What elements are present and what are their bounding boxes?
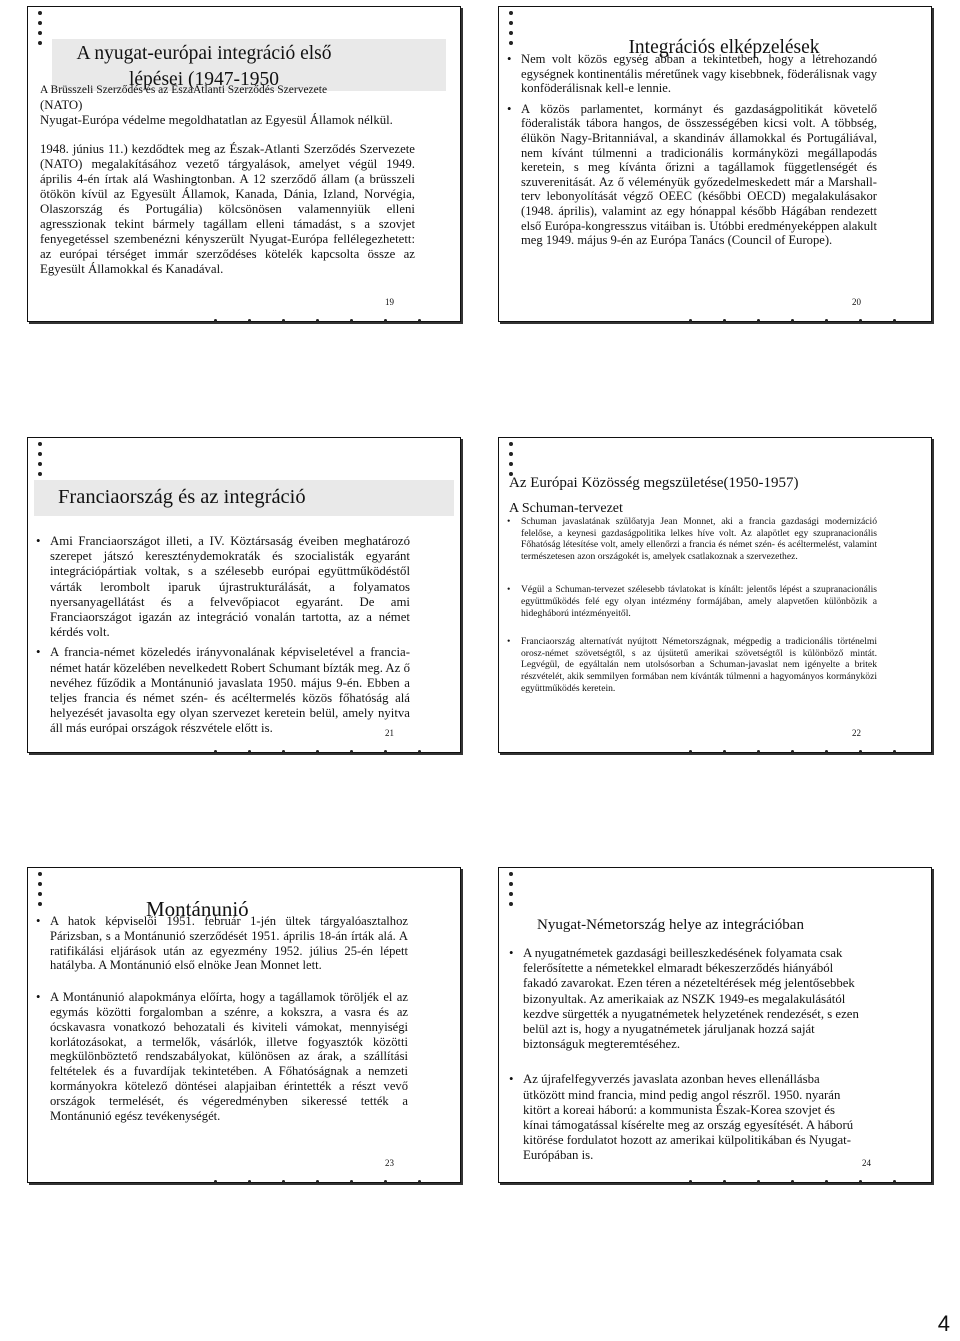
slide-19 xyxy=(27,6,461,322)
slide-title: Az Európai Közösség megszületése(1950-1957) xyxy=(509,475,799,491)
paragraph: Nyugat-Európa védelme megoldhatatlan az Egyesül Államok nélkül. xyxy=(40,113,393,127)
slide-dot-decoration xyxy=(214,1180,452,1183)
slide-dot-decoration xyxy=(689,319,927,322)
slide-title: Montánunió xyxy=(146,897,249,921)
slide-number: 23 xyxy=(385,1158,394,1168)
slide-dot-decoration xyxy=(509,872,513,912)
list-item: • Nem volt közös egység abban a tekintetben, hogy a létrehozandó egységnek kontinentális méretűnek vagy kisebbnek, föderálisnak vagy konföderálisnak kell-e lennie. xyxy=(507,52,877,96)
slide-title: A nyugat-európai integráció első lépései (1947-1950 xyxy=(76,43,332,90)
slide-20 xyxy=(498,6,932,322)
list-item: • A nyugatnémetek gazdasági beilleszkedésének folyamata csak felerősítette a németekkel elmaradt békeszerződés hiányából fakadó zavarokat. Ezen téren a nézeteltérések még jelentősebbek bizonyultak. Az amerikaiak az NSZK 1949-es megalakulásától kezdve sürgették a nyugatnémetek helyzetének rendezését, s ezen belül azt is, hogy a nyugatnémetek járuljanak hozzá saját biztonságuk megteremtéséhez. xyxy=(509,946,863,1052)
slide-title: Nyugat-Németország helye az integrációban xyxy=(537,917,804,933)
list-item: • A hatok képviselői 1951. február 1-jén ültek tárgyalóasztalhoz Párizsban, s a Montánunió szerződését 1951. április 18-án írták alá. A ratifikálási eljárások után az egyezmény 1952. július 25-én lépett hatályba. A Montánunió első elnöke Jean Monnet lett. xyxy=(36,914,408,973)
slide-number: 19 xyxy=(385,297,394,307)
bullet-list xyxy=(36,534,410,737)
list-item: • Ami Franciaországot illeti, a IV. Köztársaság éveiben meghatározó szerepet játszó kereszténydemokraták és szocialisták egyaránt integrációpártiak voltak, s a szélesebb európai együttműködéstől várták lerombolt iparuk újrastrukturálását, a folyamatos nyersanyagellátást és a felvevőpiacot egyaránt. De ami Franciaországot igazán az integráció vonalán tartotta, az a német kérdés volt. xyxy=(36,534,410,640)
slide-body xyxy=(36,534,410,746)
slide-subtitle: A Schuman-tervezet xyxy=(509,501,623,516)
slide-title: Franciaország és az integráció xyxy=(58,486,306,508)
slide-dot-decoration xyxy=(689,750,927,753)
slide-23 xyxy=(27,867,461,1183)
slide-dot-decoration xyxy=(38,11,42,51)
paragraph: (NATO) xyxy=(40,98,83,112)
slide-dot-decoration xyxy=(38,442,42,482)
slide-22 xyxy=(498,437,932,753)
slide-dot-decoration xyxy=(689,1180,927,1183)
slide-dot-decoration xyxy=(509,11,513,51)
slide-body xyxy=(507,52,877,257)
slide-dot-decoration xyxy=(214,750,452,753)
slide-number: 22 xyxy=(852,728,861,738)
slide-dot-decoration xyxy=(214,319,452,322)
slide-body xyxy=(40,83,415,277)
slide-number: 24 xyxy=(862,1158,871,1168)
slide-21 xyxy=(27,437,461,753)
slide-body xyxy=(507,516,877,703)
subtitle-line: A Brüsszeli Szerződés és az ÉszaAtlanti Szerződés Szervezete xyxy=(40,84,328,96)
list-item: • Végül a Schuman-tervezet szélesebb távlatokat is kínált: jelentős lépést a szupranacionális együttműködés felé egy olyan intézmény formájában, amely alapvetően különbözik a hidegháború intézményeitől. xyxy=(507,584,877,619)
list-item: • Schuman javaslatának szülőatyja Jean Monnet, aki a francia gazdasági modernizáció felelőse, a keynesi gazdaságpolitika lelkes híve volt. Az alapötlet egy szupranacionális Főhatóság létesítése volt, amely ellenőrzi a francia és német szén- és acéltermelést, valamint természetesen azon országokét is, amelyek csatlakoznak a szervezethez. xyxy=(507,516,877,562)
slide-number: 21 xyxy=(385,728,394,738)
bullet-list xyxy=(507,516,877,694)
list-item: • Franciaország alternatívát nyújtott Németországnak, mégpedig a tradicionális történelmi orosz-német szövetségtől, s az újsütetű amerikai szövetségtől is különböző mintát. Legvégül, de egyáltalán nem utolsósorban a Schuman-javaslat nem igényelte a britek részvételét, akik semmilyen formában nem kívánták túlmenni a hagyományos kormányközi együttműködés keretein. xyxy=(507,636,877,694)
list-item: • Az újrafelfegyverzés javaslata azonban heves ellenállásba ütközött mind francia, mind pedig angol részről. 1950. nyarán kitört a koreai háború: a kommunista Észak-Korea szovjet és kínai támogatással kísérelte meg az ország egyesítését. A háború kitörése fordulatot hozott az amerikai külpolitikában és Nyugat-Európában is. xyxy=(509,1072,863,1163)
slide-body xyxy=(509,946,863,1173)
page-number: 4 xyxy=(937,1311,950,1336)
slide-body xyxy=(36,914,408,1132)
bullet-list xyxy=(36,914,408,1123)
paragraph: 1948. június 11.) kezdődtek meg az Észak-Atlanti Szerződés Szervezete (NATO) megalakításához vezető tárgyalások, amelyet végül 1949. április 4-én írtak alá Washingtonban. A 12 szerződő állam (a brüsszeli ötökön kívül az Egyesült Államok, Kanada, Dánia, Izland, Norvégia, Olaszország és Portugália) kölcsönösen valamennyiük elleni agresszionak tekint bármely tagállam elleni támadást, s a szovjet fenyegetéssel szembenézni kényszerült Nyugat-Európa fellélegezhetett: az európai térséget immár szerződéses kötelék kapcsolta össze az Egyesült Államokkal és Kanadával. xyxy=(40,142,415,276)
list-item: • A francia-német közeledés irányvonalának képviseletével a francia-német határ közelében nevelkedett Robert Schumant bízták meg. Az ő nevéhez fűződik a Montánunió javaslata 1950. május 9-én. Ebben a teljes francia és német szén- és acéltermelés közös főhatóság alá helyezését javasolta egy olyan szervezet keretein belül, amely nyitva áll más európai országok részvétele előtt is. xyxy=(36,645,410,736)
bullet-list xyxy=(509,946,863,1164)
slide-24 xyxy=(498,867,932,1183)
bullet-list xyxy=(507,52,877,248)
list-item: • A közös parlamentet, kormányt és gazdaságpolitikát követelő föderalisták tábora hangos, de összességében kicsi volt. A többség, élükön Nagy-Britanniával, a skandináv államokkal és Portugáliával, nem kívánt túlmenni a tradicionális kormányközi megállapodás keretein, s meg kívánta őrizni a tagállamok függetlenségét és szuverenitását. Az ő véleményük győzedelmeskedett már a Marshall-terv lebonyolítását végző OEEC (későbbi OECD) megalakulásakor (1948. április), valamint az egy hónappal később Hágában rendezett első Európa-kongresszus vitáiban is. Utóbbi eredményeképpen alakult meg 1949. május 9-én az Európa Tanács (Council of Europe). xyxy=(507,102,877,248)
slide-dot-decoration xyxy=(38,872,42,912)
list-item: • A Montánunió alapokmánya előírta, hogy a tagállamok töröljék el az egymás közötti forgalomban a szénre, a kokszra, a vasra és az ócskavasra vonatkozó behozatali és kiviteli vámokat, mennyiségi korlátozásokat, a termelők, vásárlók, illetve fogyasztók közötti megkülönböztető rendszabályokat, különösen az árak, a szállítási feltételek és a fuvardíjak tekintetében. A Főhatóságnak a nemzeti kormányokra kötelező döntései alapjaiban érintették a részt vevő országok termelését, és végeredményben sikeressé tették a Montánunió egész tevékenységét. xyxy=(36,990,408,1123)
slide-title: Integrációs elképzelések xyxy=(628,37,820,58)
slide-number: 20 xyxy=(852,297,861,307)
